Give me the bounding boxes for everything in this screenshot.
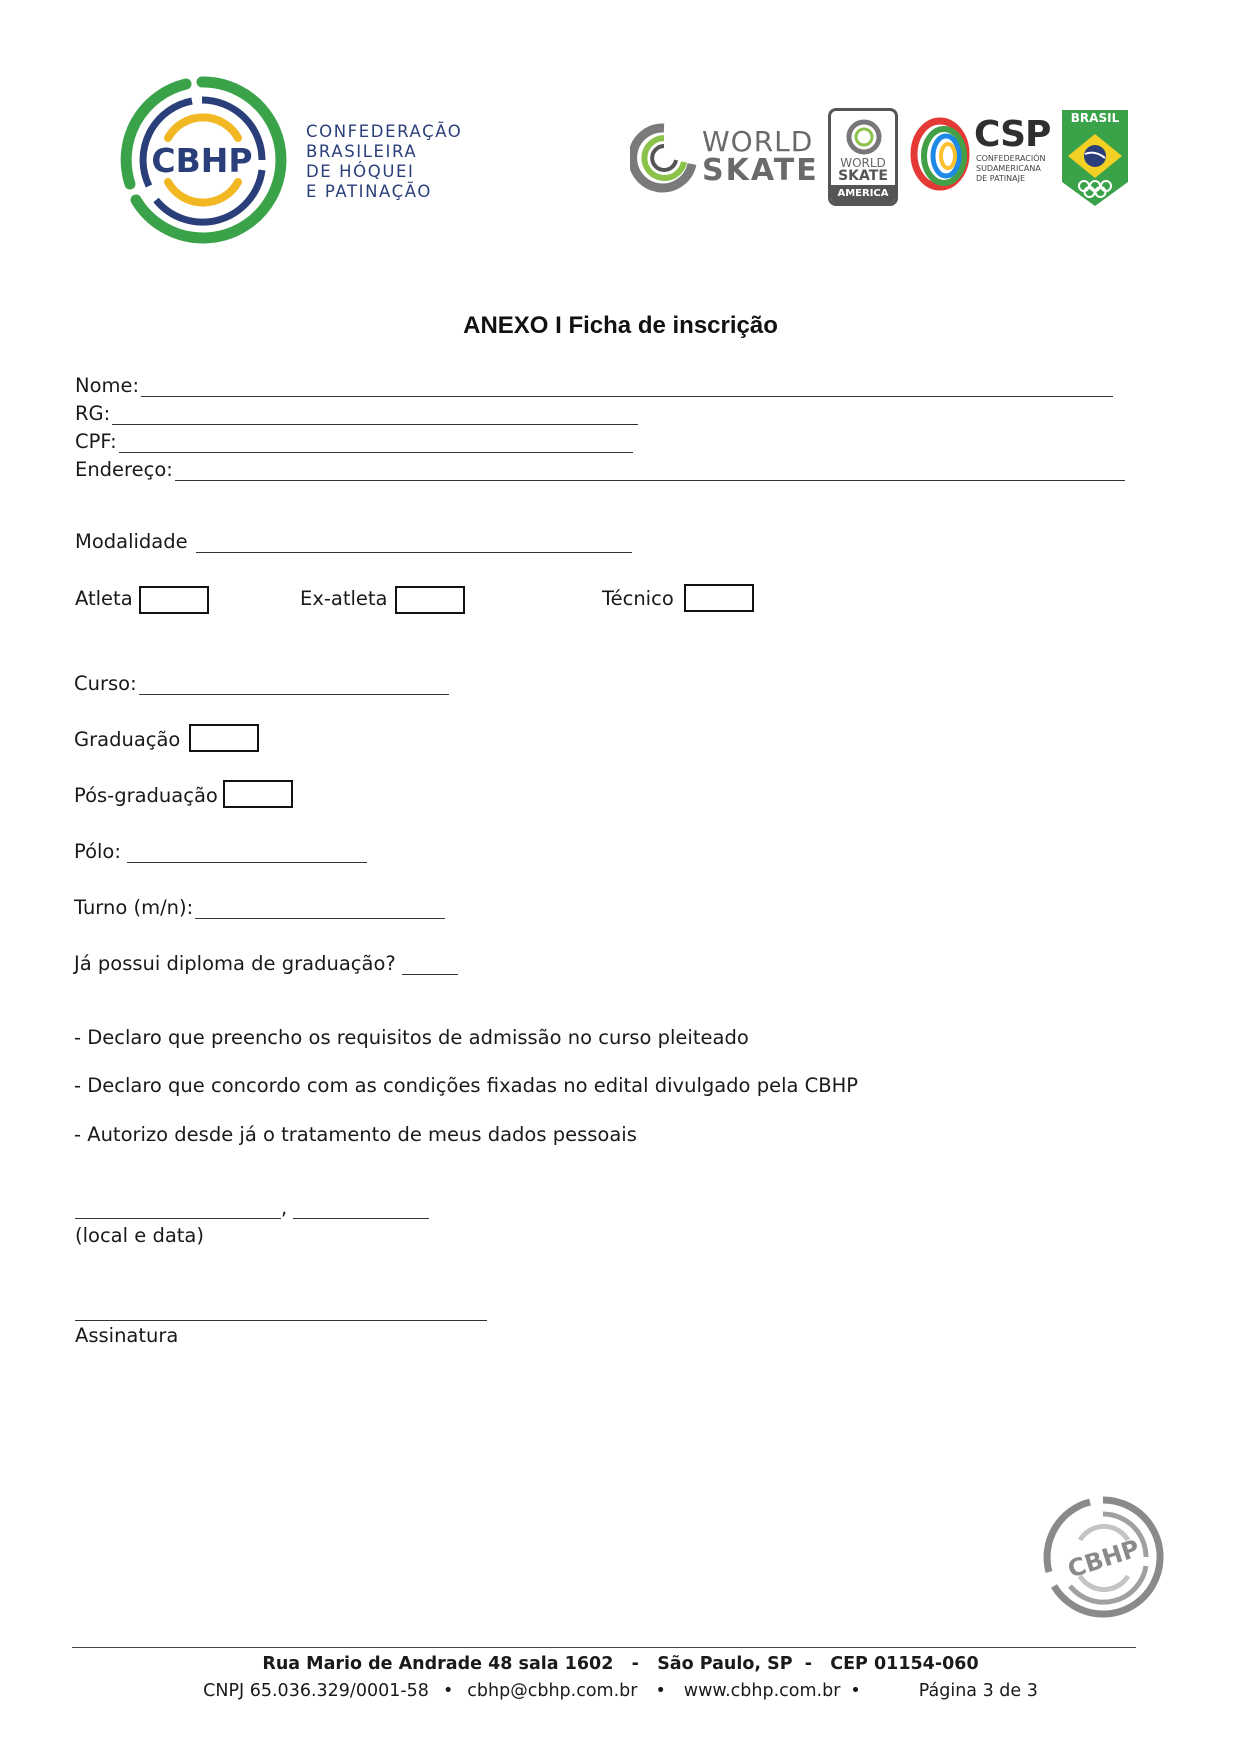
signature-label: Assinatura — [75, 1324, 179, 1347]
world-skate-line-1: WORLD — [702, 125, 814, 158]
graduacao-label: Graduação — [74, 728, 181, 751]
footer-email[interactable]: cbhp@cbhp.com.br — [467, 1681, 638, 1701]
cbhp-name-line-4: E PATINAÇÃO — [306, 182, 432, 201]
csp-line-1: CONFEDERACIÓN — [976, 154, 1046, 163]
csp-line-2: SUDAMERICANA — [976, 164, 1041, 173]
modalidade-label: Modalidade — [75, 530, 188, 553]
diploma-line[interactable] — [402, 956, 458, 975]
graduacao-checkbox[interactable] — [189, 724, 259, 752]
turno-label: Turno (m/n): — [74, 896, 194, 919]
world-skate-line-2: SKATE — [702, 153, 819, 188]
modalidade-field[interactable] — [75, 530, 632, 553]
footer-address: Rua Mario de Andrade 48 sala 1602 - São Paulo, SP - CEP 01154-060 — [262, 1654, 979, 1674]
diploma-field[interactable] — [74, 952, 458, 975]
footer-page-number: Página 3 de 3 — [918, 1681, 1038, 1701]
world-skate-america-logo — [828, 108, 898, 206]
rg-field[interactable] — [75, 402, 638, 425]
cbhp-acronym: CBHP — [151, 141, 253, 180]
polo-field[interactable] — [74, 840, 367, 863]
wsa-line-2: SKATE — [838, 168, 888, 184]
bullet-icon: • — [655, 1681, 666, 1701]
cpf-line[interactable] — [119, 434, 633, 453]
cpf-field[interactable] — [75, 430, 633, 453]
place-line[interactable] — [75, 1200, 281, 1219]
csp-rings-icon — [910, 116, 974, 192]
rg-label: RG: — [75, 402, 111, 425]
place-date-field[interactable] — [75, 1196, 429, 1219]
bullet-icon: • — [850, 1681, 861, 1701]
brasil-olympic-logo — [1060, 108, 1130, 208]
wsa-line-3: AMERICA — [831, 185, 895, 203]
cbhp-watermark-icon — [1040, 1494, 1166, 1620]
footer-website[interactable]: www.cbhp.com.br — [683, 1681, 841, 1701]
bullet-icon: • — [442, 1681, 454, 1701]
watermark-text: CBHP — [1064, 1534, 1143, 1584]
footer-contact — [0, 1681, 1241, 1701]
cbhp-logo — [116, 74, 466, 244]
brasil-label: BRASIL — [1070, 111, 1120, 125]
date-line[interactable] — [293, 1200, 429, 1219]
endereco-line[interactable] — [175, 462, 1125, 481]
diploma-label: Já possui diploma de graduação? — [74, 952, 396, 975]
wsa-swirl-icon — [844, 117, 884, 157]
csp-line-3: DE PATINAJE — [976, 174, 1026, 183]
place-date-comma: , — [281, 1196, 288, 1219]
curso-label: Curso: — [74, 672, 137, 695]
wsa-line-1: WORLD — [840, 156, 886, 170]
nome-line[interactable] — [141, 378, 1113, 397]
turno-field[interactable] — [74, 896, 445, 919]
page-title: ANEXO I Ficha de inscrição — [463, 312, 778, 339]
cbhp-name-line-2: BRASILEIRA — [306, 142, 418, 161]
tecnico-label: Técnico — [602, 587, 674, 610]
pos-graduacao-label: Pós-graduação — [74, 784, 218, 807]
world-skate-swirl-icon — [630, 120, 698, 196]
signature-line[interactable] — [75, 1320, 487, 1321]
tecnico-checkbox[interactable] — [684, 584, 754, 612]
pos-graduacao-checkbox[interactable] — [223, 780, 293, 808]
declaration-2: - Declaro que concordo com as condições fixadas no edital divulgado pela CBHP — [74, 1074, 859, 1097]
declaration-1: - Declaro que preencho os requisitos de admissão no curso pleiteado — [74, 1026, 749, 1049]
ex-atleta-label: Ex-atleta — [300, 587, 388, 610]
endereco-label: Endereço: — [75, 458, 173, 481]
cbhp-name-line-1: CONFEDERAÇÃO — [306, 122, 463, 141]
cpf-label: CPF: — [75, 430, 117, 453]
endereco-field[interactable] — [75, 458, 1125, 481]
turno-line[interactable] — [195, 900, 445, 919]
cbhp-watermark — [1040, 1494, 1166, 1620]
curso-field[interactable] — [74, 672, 449, 695]
curso-line[interactable] — [139, 676, 449, 695]
footer-divider — [72, 1647, 1136, 1648]
place-date-label: (local e data) — [75, 1224, 204, 1247]
csp-acronym: CSP — [974, 114, 1051, 155]
atleta-checkbox[interactable] — [139, 586, 209, 614]
rg-line[interactable] — [112, 406, 638, 425]
footer-cnpj: CNPJ 65.036.329/0001-58 — [203, 1681, 429, 1701]
polo-line[interactable] — [127, 844, 367, 863]
nome-label: Nome: — [75, 374, 140, 397]
nome-field[interactable] — [75, 374, 1113, 397]
polo-label: Pólo: — [74, 840, 121, 863]
declaration-3: - Autorizo desde já o tratamento de meus dados pessoais — [74, 1123, 637, 1146]
atleta-label: Atleta — [75, 587, 133, 610]
world-skate-logo — [630, 120, 819, 200]
ex-atleta-checkbox[interactable] — [395, 586, 465, 614]
cbhp-name-line-3: DE HÓQUEI — [306, 162, 415, 181]
cbhp-emblem-icon — [116, 74, 288, 246]
csp-logo — [910, 116, 1050, 196]
modalidade-line[interactable] — [196, 534, 632, 553]
